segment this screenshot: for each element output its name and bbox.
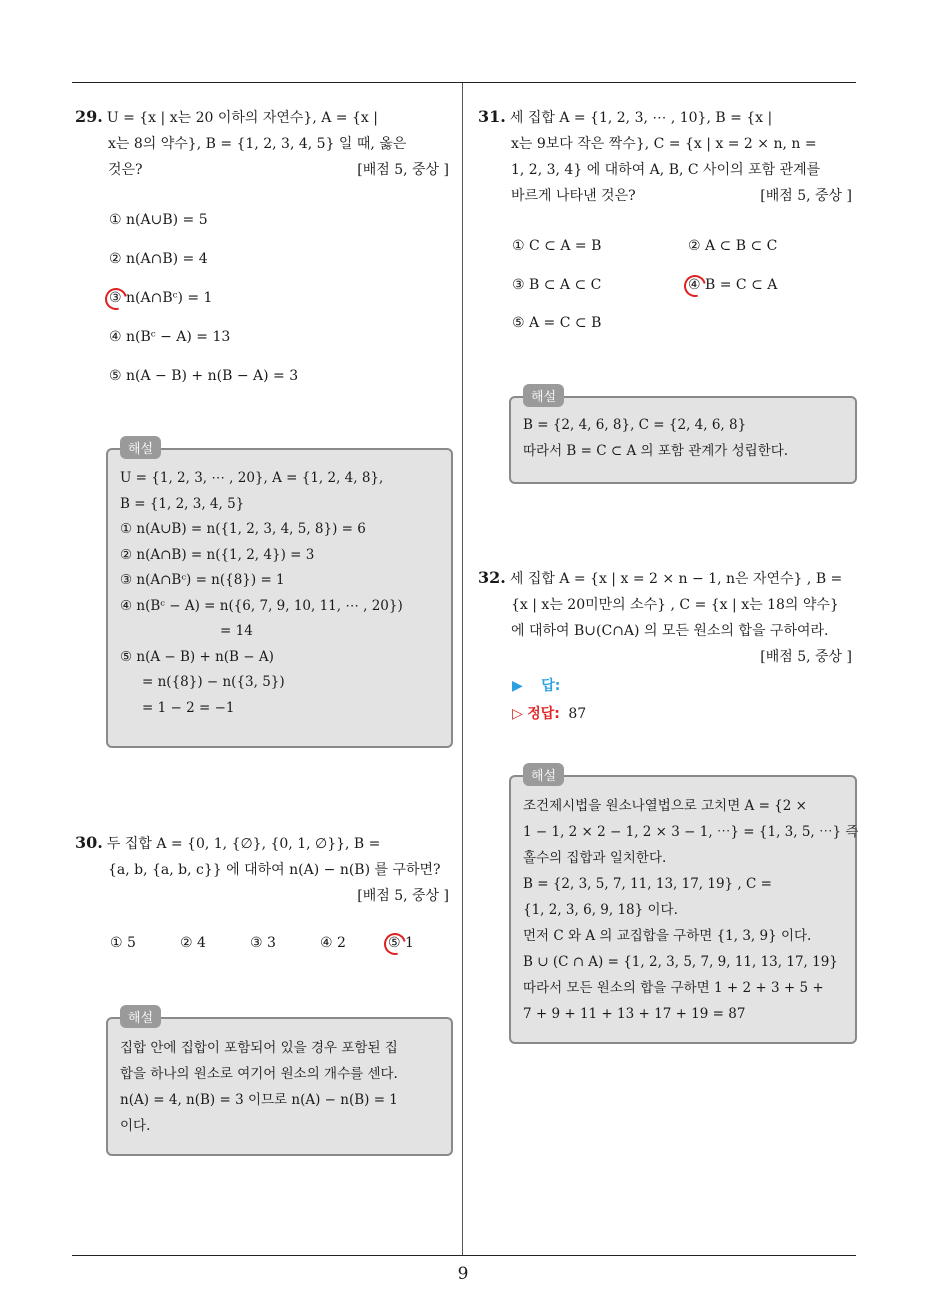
explanation-tag: 해설: [523, 763, 564, 786]
explanation-line: 따라서 B = C ⊂ A 의 포함 관계가 성립한다.: [523, 443, 789, 459]
correct-value: 87: [568, 706, 587, 722]
question-meta: [배점 5, 중상 ]: [760, 649, 852, 665]
question-30: [75, 830, 455, 909]
question-text: 세 집합 A = {x | x = 2 × n − 1, n은 자연수} , B =: [509, 571, 843, 587]
explanation-line: = 14: [220, 623, 253, 639]
choice-1[interactable]: ① 5: [110, 935, 136, 951]
bottom-rule: [72, 1255, 856, 1256]
correct-label: 정답:: [527, 706, 560, 722]
choice-1[interactable]: ① n(A∪B) = 5: [109, 212, 208, 228]
explanation-line: 이다.: [120, 1118, 151, 1134]
question-text: 에 대하여 B∪(C∩A) 의 모든 원소의 합을 구하여라.: [511, 623, 829, 639]
explanation-box: [509, 769, 859, 1044]
page-number: 9: [457, 1264, 469, 1284]
question-meta: [배점 5, 중상 ]: [357, 888, 449, 904]
explanation-line: ② n(A∩B) = n({1, 2, 4}) = 3: [120, 546, 315, 563]
question-text: 바르게 나타낸 것은?: [511, 188, 636, 204]
question-text: 세 집합 A = {1, 2, 3, ⋯ , 10}, B = {x |: [509, 110, 773, 126]
question-number: 31.: [478, 107, 506, 126]
explanation-tag: 해설: [523, 384, 564, 407]
choice-4[interactable]: ④ B = C ⊂ A: [688, 277, 778, 293]
explanation-line: ④ n(Bᶜ − A) = n({6, 7, 9, 10, 11, ⋯ , 20}): [120, 597, 403, 614]
choice-3[interactable]: ③ n(A∩Bᶜ) = 1: [109, 290, 213, 306]
selected-answer-mark: [680, 271, 710, 301]
question-text: x는 9보다 작은 짝수}, C = {x | x = 2 × n, n =: [511, 136, 817, 152]
explanation-line: 7 + 9 + 11 + 13 + 17 + 19 = 87: [523, 1006, 746, 1022]
explanation-line: B ∪ (C ∩ A) = {1, 2, 3, 5, 7, 9, 11, 13, 17, 19}: [523, 954, 838, 970]
question-text: 1, 2, 3, 4} 에 대하여 A, B, C 사이의 포함 관계를: [511, 162, 821, 178]
answer-input-row[interactable]: [512, 675, 560, 695]
choice-1[interactable]: ① C ⊂ A = B: [512, 238, 602, 254]
explanation-line: n(A) = 4, n(B) = 3 이므로 n(A) − n(B) = 1: [120, 1092, 398, 1108]
explanation-line: B = {1, 2, 3, 4, 5}: [120, 495, 245, 512]
column-divider: [462, 83, 463, 1255]
explanation-line: U = {1, 2, 3, ⋯ , 20}, A = {1, 2, 4, 8},: [120, 470, 384, 486]
choice-5[interactable]: ⑤ 1: [388, 935, 414, 951]
triangle-outline-icon: ▷: [512, 706, 523, 722]
question-number: 30.: [75, 833, 103, 852]
explanation-line: = 1 − 2 = −1: [142, 699, 235, 716]
explanation-tag: 해설: [120, 436, 161, 459]
explanation-line: = n({8}) − n({3, 5}): [142, 674, 285, 690]
question-29: [75, 104, 455, 183]
question-text: 두 집합 A = {0, 1, {∅}, {0, 1, ∅}}, B =: [106, 836, 381, 852]
play-arrow-icon: ▶: [512, 678, 523, 694]
explanation-box: [509, 390, 857, 484]
question-text: {a, b, {a, b, c}} 에 대하여 n(A) − n(B) 를 구하면?: [108, 862, 441, 878]
choice-2[interactable]: ② n(A∩B) = 4: [109, 251, 208, 267]
explanation-line: 1 − 1, 2 × 2 − 1, 2 × 3 − 1, ⋯} = {1, 3, 5, ⋯} 즉: [523, 824, 859, 840]
selected-answer-mark: [101, 284, 131, 314]
question-31: [478, 104, 858, 209]
choice-5[interactable]: ⑤ n(A − B) + n(B − A) = 3: [109, 368, 299, 384]
choice-3[interactable]: ③ 3: [250, 935, 276, 951]
explanation-line: B = {2, 4, 6, 8}, C = {2, 4, 6, 8}: [523, 417, 747, 433]
explanation-line: 조건제시법을 원소나열법으로 고치면 A = {2 ×: [523, 798, 807, 814]
question-meta: [배점 5, 중상 ]: [760, 188, 852, 204]
explanation-line: 홀수의 집합과 일치한다.: [523, 850, 667, 866]
question-text: x는 8의 약수}, B = {1, 2, 3, 4, 5} 일 때, 옳은: [108, 136, 407, 152]
question-text: U = {x | x는 20 이하의 자연수}, A = {x |: [106, 110, 378, 126]
answer-label: 답:: [541, 678, 561, 694]
question-number: 32.: [478, 568, 506, 587]
explanation-box: [106, 442, 453, 748]
explanation-line: B = {2, 3, 5, 7, 11, 13, 17, 19} , C =: [523, 876, 772, 892]
explanation-line: ⑤ n(A − B) + n(B − A): [120, 648, 274, 665]
explanation-line: ③ n(A∩Bᶜ) = n({8}) = 1: [120, 572, 285, 588]
question-32: [478, 565, 858, 670]
top-rule: [72, 82, 856, 83]
choice-2[interactable]: ② A ⊂ B ⊂ C: [688, 238, 778, 254]
explanation-line: 합을 하나의 원소로 여기어 원소의 개수를 센다.: [120, 1066, 398, 1082]
selected-answer-mark: [380, 929, 410, 959]
choice-4[interactable]: ④ 2: [320, 935, 346, 951]
explanation-line: ① n(A∪B) = n({1, 2, 3, 4, 5, 8}) = 6: [120, 521, 366, 537]
question-text: 것은?: [108, 162, 143, 178]
choice-2[interactable]: ② 4: [180, 935, 206, 951]
correct-answer-row: [512, 703, 586, 723]
explanation-line: {1, 2, 3, 6, 9, 18} 이다.: [523, 902, 678, 918]
choice-3[interactable]: ③ B ⊂ A ⊂ C: [512, 277, 602, 293]
question-text: {x | x는 20미만의 소수} , C = {x | x는 18의 약수}: [511, 597, 839, 613]
explanation-line: 따라서 모든 원소의 합을 구하면 1 + 2 + 3 + 5 +: [523, 980, 824, 996]
explanation-line: 먼저 C 와 A 의 교집합을 구하면 {1, 3, 9} 이다.: [523, 928, 812, 944]
choice-5[interactable]: ⑤ A = C ⊂ B: [512, 315, 602, 331]
explanation-box: [106, 1011, 453, 1156]
question-meta: [배점 5, 중상 ]: [357, 162, 449, 178]
explanation-tag: 해설: [120, 1005, 161, 1028]
explanation-line: 집합 안에 집합이 포함되어 있을 경우 포함된 집: [120, 1040, 398, 1056]
question-number: 29.: [75, 107, 103, 126]
choice-4[interactable]: ④ n(Bᶜ − A) = 13: [109, 329, 231, 345]
